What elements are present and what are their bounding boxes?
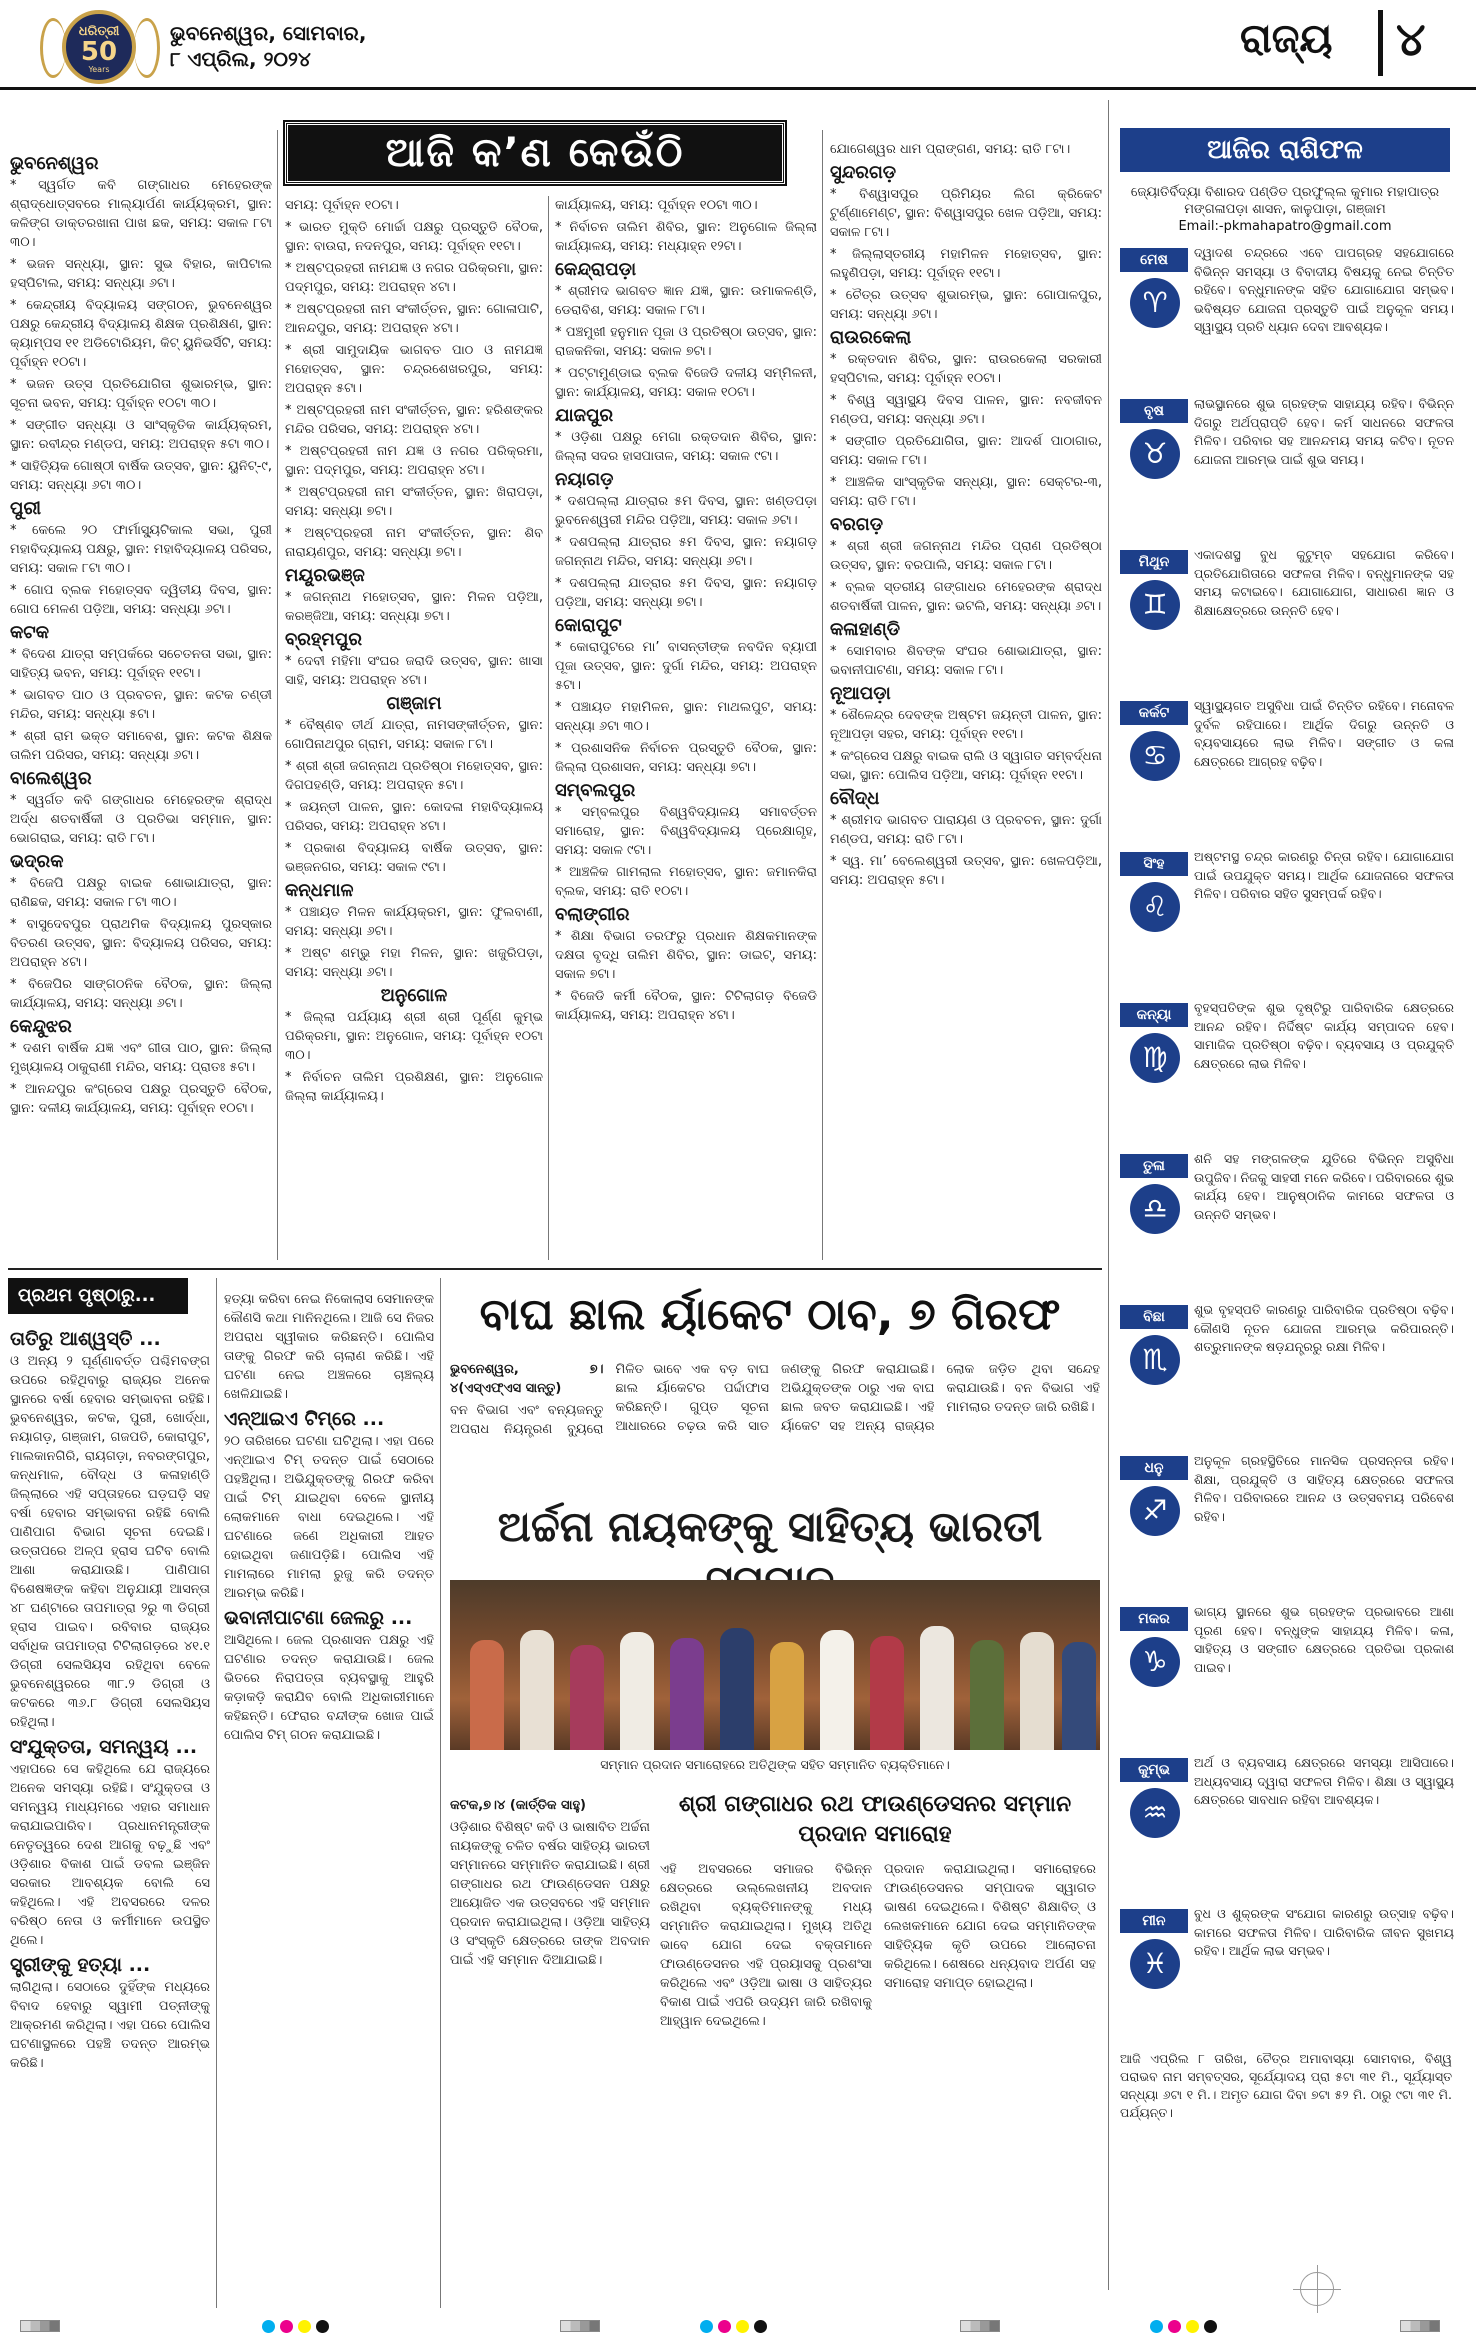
photo-person bbox=[770, 1642, 804, 1750]
event-item: * ଅଷ୍ଟପ୍ରହରୀ ନାମ ସଂକୀର୍ତ୍ତନ, ସ୍ଥାନ: ଶିବ ନାରାୟଣପୁର, ସମୟ: ସନ୍ଧ୍ୟା ୭ଟା। bbox=[285, 526, 543, 560]
zodiac-name: ତୁଳା bbox=[1120, 1154, 1188, 1178]
zodiac-forecast: ଅଷ୍ଟମସ୍ଥ ଚନ୍ଦ୍ର କାରଣରୁ ଚିନ୍ତା ରହିବ। ଯୋଗାଯୋଗ ପାଇଁ ଉପଯୁକ୍ତ ସମୟ। ଆର୍ଥିକ ଯୋଜନାରେ ସଫଳତା ମିଳିବ। ପରିବାର ସହିତ ସୁସମ୍ପର୍କ ରହିବ। bbox=[1194, 849, 1454, 901]
event-item: * ବିଦେଶ ଯାତ୍ରା ସମ୍ପର୍କରେ ସଚେତନତା ସଭା, ସ୍ଥାନ: ସାହିତ୍ୟ ଭବନ, ସମୟ: ପୂର୍ବାହ୍ନ ୧୧ଟା। bbox=[10, 647, 272, 681]
event-item: * ଶ୍ରୀ ରାମ ଭକ୍ତ ସମାବେଶ, ସ୍ଥାନ: କଟକ ଶିକ୍ଷକ ତାଲିମ ପରିସର, ସମୟ: ସନ୍ଧ୍ୟା ୬ଟା। bbox=[10, 729, 272, 763]
zodiac-forecast: ଅର୍ଥ ଓ ବ୍ୟବସାୟ କ୍ଷେତ୍ରରେ ସମସ୍ୟା ଆସିପାରେ। ଅଧ୍ୟବସାୟ ଦ୍ୱାରା ସଫଳତା ମିଳିବ। ଶିକ୍ଷା ଓ ସ୍ୱାସ୍ଥ୍ୟ କ୍ଷେତ୍ରରେ ସାବଧାନ ରହିବା ଆବଶ୍ୟକ। bbox=[1194, 1755, 1454, 1807]
print-registration-marks bbox=[0, 2318, 1476, 2336]
city-heading: କଳାହାଣ୍ଡି bbox=[830, 619, 901, 640]
magenta-dot bbox=[718, 2320, 731, 2333]
masthead bbox=[0, 0, 1476, 90]
photo-person bbox=[1062, 1642, 1096, 1750]
event-item: * ବିଜେଡି କର୍ମୀ ବୈଠକ, ସ୍ଥାନ: ଟିଟିଲାଗଡ଼ ବିଜେଡି କାର୍ଯ୍ୟାଳୟ, ସମୟ: ଅପରାହ୍ନ ୪ଟା। bbox=[555, 989, 817, 1023]
event-item: * ଅଷ୍ଟପ୍ରହରୀ ନାମ ଯଜ୍ଞ ଓ ନଗର ପରିକ୍ରମା, ସ୍ଥାନ: ପଦ୍ମପୁର, ସମୟ: ଅପରାହ୍ନ ୪ଟା। bbox=[285, 444, 543, 478]
zodiac-name: ମିଥୁନ bbox=[1120, 550, 1188, 574]
event-item: ଯୋଗେଶ୍ୱର ଧାମ ପ୍ରାଙ୍ଗଣ, ସମୟ: ରାତି ୮ଟା। bbox=[830, 142, 1071, 157]
event-item: * ଦଶପଲ୍ଲା ଯାତ୍ରାର ୫ମ ଦିବସ, ସ୍ଥାନ: ନୟାଗଡ଼ ପଡ଼ିଆ, ସମୟ: ସନ୍ଧ୍ୟା ୭ଟା। bbox=[555, 576, 817, 610]
zodiac-name: କୁମ୍ଭ bbox=[1120, 1758, 1188, 1782]
award-story-column-2 bbox=[660, 1860, 872, 2310]
event-item: * ଅଷ୍ଟପ୍ରହରୀ ନାମ ସଂକୀର୍ତ୍ତନ, ସ୍ଥାନ: ଖିରାପଡ଼ା, ସମୟ: ସନ୍ଧ୍ୟା ୭ଟା। bbox=[285, 485, 543, 519]
story-text: ଓଡ଼ିଶାର ବିଶିଷ୍ଟ କବି ଓ ଭାଷାବିତ ଅର୍ଚ୍ଚନା ନାୟକଙ୍କୁ ଚଳିତ ବର୍ଷର ସାହିତ୍ୟ ଭାରତୀ ସମ୍ମାନରେ ସମ୍ମାନିତ କରାଯାଇଛି। ଶ୍ରୀ ଗଙ୍ଗାଧର ରଥ ଫାଉଣ୍ଡେସନ ପକ୍ଷରୁ ଆୟୋଜିତ ଏକ ଉତ୍ସବରେ ଏହି ସମ୍ମାନ ପ୍ରଦାନ କରାଯାଇଥିଲା। ଓଡ଼ିଆ ସାହିତ୍ୟ ଓ ସଂସ୍କୃତି କ୍ଷେତ୍ରରେ ତାଙ୍କ ଅବଦାନ ପାଇଁ ଏହି ସମ୍ମାନ ଦିଆଯାଇଛି। bbox=[450, 1820, 650, 1968]
city-heading: ଭଦ୍ରକ bbox=[10, 851, 64, 872]
astrologer-name: ଜ୍ୟୋତିର୍ବିଦ୍ୟା ବିଶାରଦ ପଣ୍ଡିତ ପ୍ରଫୁଲ୍ଲ କୁମାର ମହାପାତ୍ର bbox=[1130, 185, 1440, 200]
black-dot bbox=[316, 2320, 329, 2333]
story-text: ଓ ଅନ୍ୟ ୨ ଘୂର୍ଣ୍ଣାବର୍ତ୍ତ ପଶ୍ଚିମବଙ୍ଗ ଉପରେ ରହିଥିବାରୁ ରାଜ୍ୟର ଅନେକ ସ୍ଥାନରେ ବର୍ଷା ହେବାର ସମ୍ଭାବନା ରହିଛି। ଭୁବନେଶ୍ୱର, କଟକ, ପୁରୀ, ଖୋର୍ଦ୍ଧା, ନୟାଗଡ଼, ଗଞ୍ଜାମ, ଗଜପତି, କୋରାପୁଟ, ମାଲକାନଗିରି, ରାୟଗଡ଼ା, ନବରଙ୍ଗପୁର, କନ୍ଧମାଳ, ବୌଦ୍ଧ ଓ କଳାହାଣ୍ଡି ଜିଲ୍ଲାରେ ଏହି ସପ୍ତାହରେ ଘଡ଼ଘଡ଼ି ସହ ବର୍ଷା ହେବାର ସମ୍ଭାବନା ରହିଛି ବୋଲି ପାଣିପାଗ ବିଭାଗ ସୂଚନା ଦେଇଛି। ଉତ୍ତାପରେ ଅଳ୍ପ ହ୍ରାସ ଘଟିବ ବୋଲି ଆଶା କରାଯାଉଛି। ପାଣିପାଗ ବିଶେଷଜ୍ଞଙ୍କ କହିବା ଅନୁଯାୟୀ ଆସନ୍ତା ୪୮ ଘଣ୍ଟାରେ ତାପମାତ୍ରା ୨ରୁ ୩ ଡିଗ୍ରୀ ହ୍ରାସ ପାଇବ। ରବିବାର ରାଜ୍ୟର ସର୍ବାଧିକ ତାପମାତ୍ରା ଟିଟିଲାଗଡ଼ରେ ୪୧.୧ ଡିଗ୍ରୀ ସେଲସିୟସ ରହିଥିବା ବେଳେ ଭୁବନେଶ୍ୱରରେ ୩୮.୨ ଡିଗ୍ରୀ ଓ କଟକରେ ୩୬.୮ ଡିଗ୍ରୀ ସେଲସିୟସ ରହିଥିଲା। bbox=[10, 1354, 210, 1730]
city-heading: ନୟାଗଡ଼ bbox=[555, 469, 614, 490]
event-item: * ଆଞ୍ଚଳିକ ସାଂସ୍କୃତିକ ସନ୍ଧ୍ୟା, ସ୍ଥାନ: ସେକ୍ଟର-୩, ସମୟ: ରାତି ୮ଟା। bbox=[830, 475, 1102, 509]
story-text: ଆସିଥିଲେ। ଜେଲ ପ୍ରଶାସନ ପକ୍ଷରୁ ଏହି ଘଟଣାର ତଦନ୍ତ କରାଯାଉଛି। ଜେଲ ଭିତରେ ନିରାପତ୍ତା ବ୍ୟବସ୍ଥାକୁ ଆହୁରି କଡ଼ାକଡ଼ି କରାଯିବ ବୋଲି ଅଧିକାରୀମାନେ କହିଛନ୍ତି। ଫେରାର ବନ୍ଦୀଙ୍କ ଖୋଜ ପାଇଁ ପୋଲିସ ଟିମ୍ ଗଠନ କରାଯାଇଛି। bbox=[224, 1633, 434, 1743]
event-item: * ଜୟନ୍ତୀ ପାଳନ, ସ୍ଥାନ: କୋଦଳା ମହାବିଦ୍ୟାଳୟ ପରିସର, ସମୟ: ଅପରାହ୍ନ ୪ଟା। bbox=[285, 800, 543, 834]
zodiac-forecast: ଏକାଦଶସ୍ଥ ବୁଧ କୁଟୁମ୍ବ ସହଯୋଗ କରିବେ। ପ୍ରତିଯୋଗିତାରେ ସଫଳତା ମିଳିବ। ବନ୍ଧୁମାନଙ୍କ ସହ ସମୟ କଟାଇବେ। ଯୋଗାଯୋଗ, ସାଧାରଣ ଜ୍ଞାନ ଓ ଶିକ୍ଷାକ୍ଷେତ୍ରରେ ଉନ୍ନତି ହେବ। bbox=[1194, 547, 1454, 618]
event-item: * ପଞ୍ଚାୟତ ମହାମିଳନ, ସ୍ଥାନ: ମାଥଲପୁଟ, ସମୟ: ସନ୍ଧ୍ୟା ୬ଟା ୩୦। bbox=[555, 700, 817, 734]
city-heading: ରାଉରକେଲା bbox=[830, 327, 912, 348]
event-item: * ଆଞ୍ଚଳିକ ଗାମଲାଲ ମହୋତ୍ସବ, ସ୍ଥାନ: ଜମାନକିରା ବ୍ଲକ, ସମୟ: ରାତି ୧୦ଟା। bbox=[555, 865, 817, 899]
event-list bbox=[10, 791, 272, 848]
city-heading: କେନ୍ଦ୍ରାପଡ଼ା bbox=[555, 259, 637, 280]
event-item: * ବାସୁଦେବପୁର ପ୍ରାଥମିକ ବିଦ୍ୟାଳୟ ପୁରସ୍କାର ବିତରଣ ଉତ୍ସବ, ସ୍ଥାନ: ବିଦ୍ୟାଳୟ ପରିସର, ସମୟ: ଅପରାହ୍ନ ୪ଟା। bbox=[10, 917, 272, 970]
city-heading: କୋରାପୁଟ bbox=[555, 615, 622, 636]
city-heading: କେନ୍ଦୁଝର bbox=[10, 1016, 72, 1037]
photo-person bbox=[470, 1640, 504, 1750]
city-heading: ବରଗଡ଼ bbox=[830, 514, 884, 535]
event-item: * ବିଶ୍ୱାସପୁର ପ୍ରିମିୟର ଲିଗ କ୍ରିକେଟ ଟୁର୍ଣ୍ଣାମେଣ୍ଟ, ସ୍ଥାନ: ବିଶ୍ୱାସପୁର ଖେଳ ପଡ଼ିଆ, ସମୟ: ସକାଳ ୮ଟା। bbox=[830, 187, 1102, 240]
event-item: * ଜଗନ୍ନାଥ ମହୋତ୍ସବ, ସ୍ଥାନ: ମିଳନ ପଡ଼ିଆ, କରଞ୍ଜିଆ, ସମୟ: ସନ୍ଧ୍ୟା ୭ଟା। bbox=[285, 590, 543, 624]
event-item: * କେଲେ ୨୦ ଫାର୍ମାସ୍ୟୁଟିକାଲ ସଭା, ପୁରୀ ମହାବିଦ୍ୟାଳୟ ପକ୍ଷରୁ, ସ୍ଥାନ: ମହାବିଦ୍ୟାଳୟ ପରିସର, ସମୟ: ସକାଳ ୮ଟା ୩୦। bbox=[10, 523, 272, 576]
zodiac-name: କର୍କଟ bbox=[1120, 701, 1188, 725]
zodiac-forecast: ଅନୁକୂଳ ଗ୍ରହସ୍ଥିତିରେ ମାନସିକ ପ୍ରସନ୍ନତା ରହିବ। ଶିକ୍ଷା, ପ୍ରଯୁକ୍ତି ଓ ସାହିତ୍ୟ କ୍ଷେତ୍ରରେ ସଫଳତା ମିଳିବ। ପରିବାରରେ ଆନନ୍ଦ ଓ ଉତ୍ସବମୟ ପରିବେଶ ରହିବ। bbox=[1194, 1453, 1454, 1524]
city-heading: ସମ୍ବଲପୁର bbox=[555, 780, 636, 801]
events-column-4 bbox=[830, 140, 1102, 1260]
event-item: * ଭାରତ ମୁକ୍ତି ମୋର୍ଚ୍ଚା ପକ୍ଷରୁ ପ୍ରସ୍ତୁତି ବୈଠକ, ସ୍ଥାନ: ବାଉରା, ନଦନପୁର, ସମୟ: ପୂର୍ବାହ୍ନ ୧୧ଟା। bbox=[285, 220, 543, 254]
zodiac-forecast: ବୃହସ୍ପତିଙ୍କ ଶୁଭ ଦୃଷ୍ଟିରୁ ପାରିବାରିକ କ୍ଷେତ୍ରରେ ଆନନ୍ଦ ରହିବ। ନିର୍ଦ୍ଦିଷ୍ଟ କାର୍ଯ୍ୟ ସମ୍ପାଦନ ହେବ। ସାମାଜିକ ପ୍ରତିଷ୍ଠା ବଢ଼ିବ। ବ୍ୟବସାୟ ଓ ପ୍ରଯୁକ୍ତି କ୍ଷେତ୍ରରେ ଲାଭ ମିଳିବ। bbox=[1194, 1000, 1454, 1071]
photo-person bbox=[1020, 1632, 1054, 1750]
event-item: * ଅଷ୍ଟ ଶମ୍ଭୁ ମହା ମିଳନ, ସ୍ଥାନ: ଖଜୁରିପଡ଼ା, ସମୟ: ସନ୍ଧ୍ୟା ୬ଟା। bbox=[285, 946, 543, 980]
event-item: * ଭାଗବତ ପାଠ ଓ ପ୍ରବଚନ, ସ୍ଥାନ: କଟକ ଚଣ୍ଡୀ ମନ୍ଦିର, ସମୟ: ସନ୍ଧ୍ୟା ୫ଟା। bbox=[10, 688, 272, 722]
story-text: ଏହାପରେ ସେ କହିଥିଲେ ଯେ ରାଜ୍ୟରେ ଅନେକ ସମସ୍ୟା ରହିଛି। ସଂଯୁକ୍ତତା ଓ ସମନ୍ୱୟ ମାଧ୍ୟମରେ ଏହାର ସମାଧାନ କରାଯାଇପାରିବ। ପ୍ରଧାନମନ୍ତ୍ରୀଙ୍କ ନେତୃତ୍ୱରେ ଦେଶ ଆଗକୁ ବଢ଼ୁଛି ଏବଂ ଓଡ଼ିଶାର ବିକାଶ ପାଇଁ ଡବଲ ଇଞ୍ଜିନ ସରକାର ଆବଶ୍ୟକ ବୋଲି ସେ କହିଥିଲେ। ଏହି ଅବସରରେ ଦଳର ବରିଷ୍ଠ ନେତା ଓ କର୍ମୀମାନେ ଉପସ୍ଥିତ ଥିଲେ। bbox=[10, 1762, 210, 1948]
foundation-subheadline: ଶ୍ରୀ ଗଙ୍ଗାଧର ରଥ ଫାଉଣ୍ଡେସନର ସମ୍ମାନ ପ୍ରଦାନ ସମାରୋହ bbox=[678, 1792, 1072, 1847]
photo-person bbox=[620, 1632, 654, 1750]
event-item: * କୋରାପୁଟରେ ମା’ ବାସନ୍ତୀଙ୍କ ନବଦିନ ବ୍ୟାପୀ ପୂଜା ଉତ୍ସବ, ସ୍ଥାନ: ଦୁର୍ଗା ମନ୍ଦିର, ସମୟ: ଅପରାହ୍ନ ୫ଟା। bbox=[555, 640, 817, 693]
newspaper-logo bbox=[40, 4, 160, 88]
scales-icon: ♎ bbox=[1130, 1184, 1180, 1234]
event-item: * ଜିଲ୍ଲା ପର୍ଯ୍ୟାୟ ଶ୍ରୀ ଶ୍ରୀ ପୂର୍ଣ୍ଣ କୁମ୍ଭ ପରିକ୍ରମା, ସ୍ଥାନ: ଅନୁଗୋଳ, ସମୟ: ପୂର୍ବାହ୍ନ ୧୦ଟା ୩୦। bbox=[285, 1010, 543, 1063]
zodiac-entry bbox=[1120, 244, 1455, 390]
crab-icon: ♋ bbox=[1130, 731, 1180, 781]
section-rule bbox=[8, 1268, 1102, 1270]
event-list bbox=[830, 537, 1102, 616]
logo-badge bbox=[62, 10, 136, 84]
color-bar bbox=[1400, 2320, 1440, 2332]
event-list bbox=[555, 428, 817, 466]
event-item: * ଅଷ୍ଟପ୍ରହରୀ ନାମ ସଂକୀର୍ତ୍ତନ, ସ୍ଥାନ: ଗୋଳାପାଟି, ଆନନ୍ଦପୁର, ସମୟ: ଅପରାହ୍ନ ୪ଟା। bbox=[285, 302, 543, 336]
photo-person bbox=[870, 1636, 904, 1750]
event-list bbox=[555, 638, 817, 777]
zodiac-name: କନ୍ୟା bbox=[1120, 1003, 1188, 1027]
event-item: * ସାହିତ୍ୟିକ ଗୋଷ୍ଠୀ ବାର୍ଷିକ ଉତ୍ସବ, ସ୍ଥାନ: ୟୁନିଟ୍-୯, ସମୟ: ସନ୍ଧ୍ୟା ୬ଟା ୩୦। bbox=[10, 459, 272, 493]
column-rule bbox=[277, 130, 278, 1260]
event-list bbox=[830, 642, 1102, 680]
story-byline: ଭୁବନେଶ୍ୱର, ୭।୪(ଏସ୍‌ଏଫ୍‌ଏସ ସାନ୍ତୁ) bbox=[450, 1362, 604, 1396]
event-item: * ପ୍ରଶାସନିକ ନିର୍ବାଚନ ପ୍ରସ୍ତୁତି ବୈଠକ, ସ୍ଥାନ: ଜିଲ୍ଲା ପ୍ରଶାସନ, ସମୟ: ସନ୍ଧ୍ୟା ୭ଟା। bbox=[555, 741, 817, 775]
event-item: * ସ୍ୱ. ମା’ ବେଲେଶ୍ୱରୀ ଉତ୍ସବ, ସ୍ଥାନ: ଖେଳପଡ଼ିଆ, ସମୟ: ଅପରାହ୍ନ ୫ଟା। bbox=[830, 854, 1102, 888]
event-item: * କେନ୍ଦ୍ରୀୟ ବିଦ୍ୟାଳୟ ସଙ୍ଗଠନ, ଭୁବନେଶ୍ୱର ପକ୍ଷରୁ କେନ୍ଦ୍ରୀୟ ବିଦ୍ୟାଳୟ ଶିକ୍ଷକ ପ୍ରଶିକ୍ଷଣ, ସ୍ଥାନ: କ୍ୟାମ୍ପସ ୧୧ ଅଡିଟୋରିୟମ, କିଟ୍ ୟୁନିଭର୍ସିଟି, ସମୟ: ପୂର୍ବାହ୍ନ ୧୦ଟା। bbox=[10, 298, 272, 370]
zodiac-entry bbox=[1120, 1905, 1455, 2051]
events-column-1 bbox=[10, 150, 272, 1260]
event-list bbox=[10, 521, 272, 619]
event-item: * ସ୍ୱର୍ଗତ କବି ଗଙ୍ଗାଧର ମେହେରଙ୍କ ଶ୍ରାଦ୍ଧ ଅର୍ଦ୍ଧ ଶତବାର୍ଷିକୀ ଓ ପ୍ରତିଭା ସମ୍ମାନ, ସ୍ଥାନ: ଭୋଗରାଇ, ସମୟ: ରାତି ୮ଟା। bbox=[10, 793, 272, 846]
award-headline: ଅର୍ଚ୍ଚନା ନାୟକଙ୍କୁ ସାହିତ୍ୟ ଭାରତୀ bbox=[497, 1502, 1043, 1551]
event-item: * ଗୋପ ବ୍ଲକ ମହୋତ୍ସବ ଦ୍ୱିତୀୟ ଦିବସ, ସ୍ଥାନ: ଗୋପ ମେଳଣ ପଡ଼ିଆ, ସମୟ: ସନ୍ଧ୍ୟା ୬ଟା। bbox=[10, 583, 272, 617]
zodiac-name: ମୀନ bbox=[1120, 1909, 1188, 1933]
bull-icon: ♉ bbox=[1130, 429, 1180, 479]
lion-icon: ♌ bbox=[1130, 882, 1180, 932]
issue-date: ୮ ଏପ୍ରିଲ, ୨୦୨୪ bbox=[170, 47, 311, 71]
event-item: * ଶ୍ରୀ ଶ୍ରୀ ଜଗନ୍ନାଥ ପ୍ରତିଷ୍ଠା ମହୋତ୍ସବ, ସ୍ଥାନ: ଦିଗପହଣ୍ଡି, ସମୟ: ଅପରାହ୍ନ ୫ଟା। bbox=[285, 759, 543, 793]
panjika-text: ଆଜି ଏପ୍ରିଲ ୮ ତାରିଖ, ଚୈତ୍ର ଅମାବାସ୍ୟା ସୋମବାର, ବିଶ୍ୱ ପରାଭବ ନାମ ସମ୍ବତ୍ସର, ସୂର୍ଯ୍ୟୋଦୟ ପ୍ରା ୫ଟା ୩୧ ମି., ସୂର୍ଯ୍ୟାସ୍ତ ସନ୍ଧ୍ୟା ୬ଟା ୧ ମି.। ଅମୃତ ଯୋଗ ଦିବା ୭ଟା ୫୨ ମି. ଠାରୁ ୯ଟା ୩୧ ମି. ପର୍ଯ୍ୟନ୍ତ। bbox=[1120, 2051, 1452, 2120]
cyan-dot bbox=[1150, 2320, 1163, 2333]
maiden-icon: ♍ bbox=[1130, 1033, 1180, 1083]
event-item: * ଚୈତ୍ର ଉତ୍ସବ ଶୁଭାରମ୍ଭ, ସ୍ଥାନ: ଗୋପାଳପୁର, ସମୟ: ସନ୍ଧ୍ୟା ୬ଟା। bbox=[830, 288, 1102, 322]
photo-person bbox=[670, 1638, 704, 1750]
city-heading: ପୁରୀ bbox=[10, 498, 42, 519]
zodiac-forecast: ଦ୍ୱାଦଶ ଚନ୍ଦ୍ରରେ ଏବେ ପାପଗ୍ରହ ସହଯୋଗରେ ବିଭିନ୍ନ ସମସ୍ୟା ଓ ବିବାଦୀୟ ବିଷୟକୁ ନେଇ ଚିନ୍ତିତ ରହିବେ। ବନ୍ଧୁମାନଙ୍କ ସହିତ ଯୋଗାଯୋଗ ସମ୍ଭବ। ଭବିଷ୍ୟତ ଯୋଜନା ପ୍ରସ୍ତୁତି ପାଇଁ ଅନୁକୂଳ ସମୟ। ସ୍ୱାସ୍ଥ୍ୟ ପ୍ରତି ଧ୍ୟାନ ଦେବା ଆବଶ୍ୟକ। bbox=[1194, 245, 1454, 334]
event-list bbox=[830, 811, 1102, 890]
event-list bbox=[10, 176, 272, 495]
twins-icon: ♊ bbox=[1130, 580, 1180, 630]
zodiac-forecast: ଲାଭସ୍ଥାନରେ ଶୁଭ ଗ୍ରହଙ୍କ ସାହାଯ୍ୟ ରହିବ। ବିଭିନ୍ନ ଦିଗରୁ ଅର୍ଥପ୍ରାପ୍ତି ହେବ। କର୍ମ ସାଧନରେ ସଫଳତା ମିଳିବ। ପରିବାର ସହ ଆନନ୍ଦମୟ ସମୟ କଟିବ। ନୂତନ ଯୋଜନା ଆରମ୍ଭ ପାଇଁ ଶୁଭ ସମୟ। bbox=[1194, 396, 1454, 467]
story-byline: କଟକ,୭।୪ (କାର୍ତ୍ତିକ ସାହୁ) bbox=[450, 1798, 586, 1813]
photo-person bbox=[720, 1628, 754, 1750]
zodiac-name: ବିଛା bbox=[1120, 1305, 1188, 1329]
yellow-dot bbox=[298, 2320, 311, 2333]
yellow-dot bbox=[736, 2320, 749, 2333]
zodiac-name: ସିଂହ bbox=[1120, 852, 1188, 876]
event-item: * ପଞ୍ଚାୟତ ମିଳନ କାର୍ଯ୍ୟକ୍ରମ, ସ୍ଥାନ: ଫୁଲବାଣୀ, ସମୟ: ସନ୍ଧ୍ୟା ୬ଟା। bbox=[285, 905, 543, 939]
event-item: * ବିଜେପିର ସାଙ୍ଗଠନିକ ବୈଠକ, ସ୍ଥାନ: ଜିଲ୍ଲା କାର୍ଯ୍ୟାଳୟ, ସମୟ: ସନ୍ଧ୍ୟା ୬ଟା। bbox=[10, 977, 272, 1011]
archer-icon: ♐ bbox=[1130, 1486, 1180, 1536]
masthead-divider bbox=[1378, 10, 1383, 76]
compass-ornament-icon bbox=[1300, 2272, 1334, 2306]
yellow-dot bbox=[1186, 2320, 1199, 2333]
event-item: * ଜିଲ୍ଲାସ୍ତରୀୟ ମହାମିଳନ ମହୋତ୍ସବ, ସ୍ଥାନ: ଲହୁଣିପଡ଼ା, ସମୟ: ପୂର୍ବାହ୍ନ ୧୧ଟା। bbox=[830, 247, 1102, 281]
zodiac-entry bbox=[1120, 999, 1455, 1145]
event-item: * ଭଜନ ସନ୍ଧ୍ୟା, ସ୍ଥାନ: ସୁଭ ବିହାର, କାପିଟାଲ ହସ୍ପିଟାଲ, ସମୟ: ସନ୍ଧ୍ୟା ୬ଟା। bbox=[10, 257, 272, 291]
event-item: * ପଞ୍ଚମୁଖୀ ହନୁମାନ ପୂଜା ଓ ପ୍ରତିଷ୍ଠା ଉତ୍ସବ, ସ୍ଥାନ: ରାଜକନିକା, ସମୟ: ସକାଳ ୭ଟା। bbox=[555, 325, 817, 359]
city-heading: ବଲାଙ୍ଗୀର bbox=[555, 904, 630, 925]
zodiac-forecast: ଭାଗ୍ୟ ସ୍ଥାନରେ ଶୁଭ ଗ୍ରହଙ୍କ ପ୍ରଭାବରେ ଆଶା ପୂରଣ ହେବ। ବନ୍ଧୁଙ୍କ ସାହାଯ୍ୟ ମିଳିବ। କଳା, ସାହିତ୍ୟ ଓ ସଙ୍ଗୀତ କ୍ଷେତ୍ରରେ ପ୍ରତିଭା ପ୍ରକାଶ ପାଇବ। bbox=[1194, 1604, 1454, 1675]
zodiac-forecast: ବୁଧ ଓ ଶୁକ୍ରଙ୍କ ସଂଯୋଗ କାରଣରୁ ଉତ୍ସାହ ବଢ଼ିବ। କାମରେ ସଫଳତା ମିଳିବ। ପାରିବାରିକ ଜୀବନ ସୁଖମୟ ରହିବ। ଆର୍ଥିକ ଲାଭ ସମ୍ଭବ। bbox=[1194, 1906, 1454, 1958]
event-list bbox=[285, 716, 543, 877]
cyan-dot bbox=[700, 2320, 713, 2333]
event-list bbox=[830, 140, 1102, 159]
scorpion-icon: ♏ bbox=[1130, 1335, 1180, 1385]
zodiac-name: ବୃଷ bbox=[1120, 399, 1188, 423]
event-list bbox=[10, 1039, 272, 1118]
zodiac-name: ଧନୁ bbox=[1120, 1456, 1188, 1480]
event-list bbox=[555, 803, 817, 901]
event-item: * ସ୍ୱର୍ଗତ କବି ଗଙ୍ଗାଧର ମେହେରଙ୍କ ଶ୍ରାଦ୍ଧୋତ୍ସବରେ ମାଲ୍ୟାର୍ପଣ କାର୍ଯ୍ୟକ୍ରମ, ସ୍ଥାନ: କଳିଙ୍ଗ ଡାକ୍ତରଖାନା ପାଖ ଛକ, ସମୟ: ସକାଳ ୮ଟା ୩୦। bbox=[10, 178, 272, 250]
event-item: * ବୈଷ୍ଣବ ତୀର୍ଥ ଯାତ୍ରା, ନାମସଙ୍କୀର୍ତ୍ତନ, ସ୍ଥାନ: ଗୋପିନାଥପୁର ଗ୍ରାମ, ସମୟ: ସକାଳ ୮ଟା। bbox=[285, 718, 543, 752]
black-dot bbox=[1204, 2320, 1217, 2333]
logo-years-label: Years bbox=[88, 65, 110, 74]
event-list bbox=[10, 874, 272, 1013]
event-item: * ଦେବୀ ମହିମା ସଂଘର ଜରାଦି ଉତ୍ସବ, ସ୍ଥାନ: ଖାସା ସାହି, ସମୟ: ଅପରାହ୍ନ ୪ଟା। bbox=[285, 654, 543, 688]
event-item: * ଭଜନ ଉତ୍ସ ପ୍ରତିଯୋଗିତା ଶୁଭାରମ୍ଭ, ସ୍ଥାନ: ସୂଚନା ଭବନ, ସମୟ: ପୂର୍ବାହ୍ନ ୧୦ଟା ୩୦। bbox=[10, 377, 272, 411]
events-headline: ଆଜି କ’ଣ କେଉଁଠି bbox=[285, 122, 785, 184]
story-title: ସଂଯୁକ୍ତତା, ସମନ୍ୱୟ ... bbox=[10, 1736, 198, 1758]
story-text: ଏହି ଅବସରରେ ସମାଜର ବିଭିନ୍ନ କ୍ଷେତ୍ରରେ ଉଲ୍ଲେଖନୀୟ ଅବଦାନ ରଖିଥିବା ବ୍ୟକ୍ତିମାନଙ୍କୁ ମଧ୍ୟ ସମ୍ମାନିତ କରାଯାଇଥିଲା। ମୁଖ୍ୟ ଅତିଥି ଭାବେ ଯୋଗ ଦେଇ ବକ୍ତାମାନେ ଫାଉଣ୍ଡେସନର ଏହି ପ୍ରୟାସକୁ ପ୍ରଶଂସା କରିଥିଲେ ଏବଂ ଓଡ଼ିଆ ଭାଷା ଓ ସାହିତ୍ୟର ବିକାଶ ପାଇଁ ଏପରି ଉଦ୍ୟମ ଜାରି ରଖିବାକୁ ଆହ୍ୱାନ ଦେଇଥିଲେ। bbox=[660, 1862, 872, 2029]
tiger-skin-headline: ବାଘ ଛାଲ ର୍ୟାକେଟ ଠାବ, ୭ ଗିରଫ bbox=[479, 1289, 1061, 1340]
column-rule bbox=[548, 196, 549, 1260]
story-title: ଏନ୍ଆଇଏ ଟିମ୍‌ରେ ... bbox=[224, 1408, 385, 1430]
event-item: * ସମ୍ବଲପୁର ବିଶ୍ୱବିଦ୍ୟାଳୟ ସମାବର୍ତ୍ତନ ସମାରୋହ, ସ୍ଥାନ: ବିଶ୍ୱବିଦ୍ୟାଳୟ ପ୍ରେକ୍ଷାଗୃହ, ସମୟ: ସକାଳ ୯ଟା। bbox=[555, 805, 817, 858]
zodiac-entry bbox=[1120, 1754, 1455, 1900]
column-rule bbox=[1108, 100, 1109, 2290]
rashifal-heading: ଆଜିର ରାଶିଫଳ bbox=[1120, 128, 1450, 172]
logo-title: ଧରିତ୍ରୀ bbox=[78, 24, 120, 39]
laurel-right-icon bbox=[134, 18, 160, 78]
zodiac-entry bbox=[1120, 395, 1455, 541]
photo-person bbox=[520, 1630, 554, 1750]
event-item: * ଶ୍ରୀମଦ ଭାଗବତ ଜ୍ଞାନ ଯଜ୍ଞ, ସ୍ଥାନ: ଉମାକଳଣ୍ଡି, ଡେରାବିଶ, ସମୟ: ସକାଳ ୮ଟା। bbox=[555, 284, 817, 318]
event-item: * ରକ୍ତଦାନ ଶିବିର, ସ୍ଥାନ: ରାଉରକେଲା ସରକାରୀ ହସ୍ପିଟାଲ, ସମୟ: ପୂର୍ବାହ୍ନ ୧୦ଟା। bbox=[830, 352, 1102, 386]
zodiac-entry bbox=[1120, 1150, 1455, 1296]
event-item: * ଆନନ୍ଦପୁର କଂଗ୍ରେସ ପକ୍ଷରୁ ପ୍ରସ୍ତୁତି ବୈଠକ, ସ୍ଥାନ: ଦଳୀୟ କାର୍ଯ୍ୟାଳୟ, ସମୟ: ପୂର୍ବାହ୍ନ ୧୦ଟା। bbox=[10, 1082, 272, 1116]
tiger-skin-story bbox=[450, 1360, 1100, 1490]
city-heading: କନ୍ଧମାଳ bbox=[285, 880, 354, 901]
event-item: * ପ୍ରକାଶ ବିଦ୍ୟାଳୟ ବାର୍ଷିକ ଉତ୍ସବ, ସ୍ଥାନ: ଭଞ୍ଜନଗର, ସମୟ: ସକାଳ ୯ଟା। bbox=[285, 841, 543, 875]
photo-person bbox=[970, 1640, 1004, 1750]
zodiac-forecast: ଶନି ସହ ମଙ୍ଗଳଙ୍କ ଯୁତିରେ ବିଭିନ୍ନ ଅସୁବିଧା ଉପୁଜିବ। ନିଜକୁ ସାହସୀ ମନେ କରିବେ। ପରିବାରରେ ଶୁଭ କାର୍ଯ୍ୟ ହେବ। ଆନୁଷ୍ଠାନିକ କାମରେ ସଫଳତା ଓ ଉନ୍ନତି ସମ୍ଭବ। bbox=[1194, 1151, 1454, 1222]
award-ceremony-photo bbox=[450, 1580, 1100, 1750]
ram-icon: ♈ bbox=[1130, 278, 1180, 328]
story-title: ଭବାନୀପାଟଣା ଜେଲରୁ ... bbox=[224, 1607, 413, 1629]
event-item: * ସଙ୍ଗୀତ ସନ୍ଧ୍ୟା ଓ ସାଂସ୍କୃତିକ କାର୍ଯ୍ୟକ୍ରମ, ସ୍ଥାନ: ରବୀନ୍ଦ୍ର ମଣ୍ଡପ, ସମୟ: ଅପରାହ୍ନ ୫ଟା ୩୦। bbox=[10, 418, 272, 452]
city-heading: ବ୍ରହ୍ମପୁର bbox=[285, 629, 362, 650]
water-bearer-icon: ♒ bbox=[1130, 1788, 1180, 1838]
zodiac-name: ମକର bbox=[1120, 1607, 1188, 1631]
zodiac-entry bbox=[1120, 1301, 1455, 1447]
page-number: ୪ bbox=[1396, 12, 1426, 66]
goat-icon: ♑ bbox=[1130, 1637, 1180, 1687]
zodiac-entry bbox=[1120, 1452, 1455, 1598]
event-item: * ବିଶ୍ୱ ସ୍ୱାସ୍ଥ୍ୟ ଦିବସ ପାଳନ, ସ୍ଥାନ: ନବଜୀବନ ମଣ୍ଡପ, ସମୟ: ସନ୍ଧ୍ୟା ୬ଟା। bbox=[830, 393, 1102, 427]
event-list bbox=[555, 282, 817, 402]
award-story-column-3 bbox=[884, 1860, 1096, 2310]
astrologer-email: Email:-pkmahapatro@gmail.com bbox=[1178, 219, 1392, 234]
city-heading: ବୌଦ୍ଧ bbox=[830, 788, 880, 809]
photo-person bbox=[820, 1630, 854, 1750]
column-rule bbox=[440, 1278, 441, 2308]
award-story-column-1 bbox=[450, 1796, 650, 2306]
section-name: ରାଜ୍ୟ bbox=[1240, 16, 1333, 62]
events-column-2 bbox=[285, 196, 543, 1260]
city-heading: ଯାଜପୁର bbox=[555, 405, 614, 426]
fish-icon: ♓ bbox=[1130, 1939, 1180, 1989]
event-item: * ଓଡ଼ିଶା ପକ୍ଷରୁ ମେଗା ରକ୍ତଦାନ ଶିବିର, ସ୍ଥାନ: ଜିଲ୍ଲା ସଦର ହାସପାତାଳ, ସମୟ: ସକାଳ ୯ଟା। bbox=[555, 430, 817, 464]
color-bar bbox=[20, 2320, 60, 2332]
event-list bbox=[830, 350, 1102, 511]
event-item: * ଦଶମ ବାର୍ଷିକ ଯଜ୍ଞ ଏବଂ ଗୀତା ପାଠ, ସ୍ଥାନ: ଜିଲ୍ଲା ମୁଖ୍ୟାଳୟ ଠାକୁରାଣୀ ମନ୍ଦିର, ସମୟ: ପ୍ରାତଃ ୫ଟା। bbox=[10, 1041, 272, 1075]
zodiac-forecast: ଶୁଭ ବୃହସ୍ପତି କାରଣରୁ ପାରିବାରିକ ପ୍ରତିଷ୍ଠା ବଢ଼ିବ। କୌଣସି ନୂତନ ଯୋଜନା ଆରମ୍ଭ କରିପାରନ୍ତି। ଶତ୍ରୁମାନଙ୍କ ଷଡ଼ଯନ୍ତ୍ରରୁ ରକ୍ଷା ମିଳିବ। bbox=[1194, 1302, 1454, 1354]
story-text: ହତ୍ୟା କରିବା ନେଇ ନିକୋଲାସ ସେମାନଙ୍କ କୌଣସି କଥା ମାନିନଥିଲେ। ଆଜି ସେ ନିଜର ଅପରାଧ ସ୍ୱୀକାର କରିଛନ୍ତି। ପୋଲିସ ତାଙ୍କୁ ଗିରଫ କରି ଚାଲାଣ କରିଛି। ଏହି ଘଟଣା ନେଇ ଅଞ୍ଚଳରେ ଚାଞ୍ଚଲ୍ୟ ଖେଳିଯାଇଛି। bbox=[224, 1292, 434, 1402]
event-item: * ସୋମବାର ଶିବଙ୍କ ସଂଘର ଶୋଭାଯାତ୍ରା, ସ୍ଥାନ: ଭବାନୀପାଟଣା, ସମୟ: ସକାଳ ୮ଟା। bbox=[830, 644, 1102, 678]
photo-person bbox=[570, 1645, 604, 1750]
event-item: ସମୟ: ପୂର୍ବାହ୍ନ ୧୦ଟା। bbox=[285, 198, 399, 213]
continued-column-1 bbox=[10, 1324, 210, 2314]
logo-anniversary-number: 50 bbox=[80, 37, 118, 67]
event-list bbox=[555, 492, 817, 612]
black-dot bbox=[754, 2320, 767, 2333]
event-item: * ଅଷ୍ଟପ୍ରହରୀ ନାମଯଜ୍ଞ ଓ ନଗର ପରିକ୍ରମା, ସ୍ଥାନ: ପଦ୍ମପୁର, ସମୟ: ଅପରାହ୍ନ ୪ଟା। bbox=[285, 261, 543, 295]
event-item: * ନିର୍ବାଚନ ତାଲିମ ଶିବିର, ସ୍ଥାନ: ଅନୁଗୋଳ ଜିଲ୍ଲା କାର୍ଯ୍ୟାଳୟ, ସମୟ: ମଧ୍ୟାହ୍ନ ୧୨ଟା। bbox=[555, 220, 817, 254]
event-list bbox=[830, 185, 1102, 324]
continued-from-front-label: ପ୍ରଥମ ପୃଷ୍ଠାରୁ... bbox=[8, 1278, 188, 1314]
event-list bbox=[285, 1008, 543, 1106]
city-heading: କଟକ bbox=[10, 622, 50, 643]
event-list bbox=[10, 645, 272, 765]
event-item: * ଶିକ୍ଷା ବିଭାଗ ତରଫରୁ ପ୍ରଧାନ ଶିକ୍ଷକମାନଙ୍କ ଦକ୍ଷତା ବୃଦ୍ଧି ତାଲିମ ଶିବିର, ସ୍ଥାନ: ଡାଇଟ୍, ସମୟ: ସକାଳ ୭ଟା। bbox=[555, 929, 817, 982]
city-heading: ଗଞ୍ଜାମ bbox=[386, 693, 442, 714]
event-item: * ଶ୍ରୀମଦ ଭାଗବତ ପାରାୟଣ ଓ ପ୍ରବଚନ, ସ୍ଥାନ: ଦୁର୍ଗା ମଣ୍ଡପ, ସମୟ: ରାତି ୮ଟା। bbox=[830, 813, 1102, 847]
event-item: * ପଟ୍ଟାମୁଣ୍ଡାଇ ବ୍ଲକ ବିଜେଡି ଦଳୀୟ ସମ୍ମିଳନୀ, ସ୍ଥାନ: କାର୍ଯ୍ୟାଳୟ, ସମୟ: ସକାଳ ୧୦ଟା। bbox=[555, 366, 817, 400]
magenta-dot bbox=[1168, 2320, 1181, 2333]
city-heading: ଅନୁଗୋଳ bbox=[380, 985, 448, 1006]
panjika-block bbox=[1120, 2050, 1452, 2125]
city-heading: ନୂଆପଡ଼ା bbox=[830, 683, 891, 704]
zodiac-forecast: ସ୍ୱାସ୍ଥ୍ୟଗତ ଅସୁବିଧା ପାଇଁ ଚିନ୍ତିତ ରହିବେ। ମନୋବଳ ଦୁର୍ବଳ ରହିପାରେ। ଆର୍ଥିକ ଦିଗରୁ ଉନ୍ନତି ଓ ବ୍ୟବସାୟରେ ଲାଭ ମିଳିବ। ସଙ୍ଗୀତ ଓ କଳା କ୍ଷେତ୍ରରେ ଆଗ୍ରହ ବଢ଼ିବ। bbox=[1194, 698, 1454, 769]
event-item: * ଦଶପଲ୍ଲା ଯାତ୍ରାର ୫ମ ଦିବସ, ସ୍ଥାନ: ନୟାଗଡ଼ ଜଗନ୍ନାଥ ମନ୍ଦିର, ସମୟ: ସନ୍ଧ୍ୟା ୬ଟା। bbox=[555, 535, 817, 569]
event-list bbox=[285, 588, 543, 626]
event-item: * ଅଷ୍ଟପ୍ରହରୀ ନାମ ସଂକୀର୍ତ୍ତନ, ସ୍ଥାନ: ହରିଶଙ୍କର ମନ୍ଦିର ପରିସର, ସମୟ: ଅପରାହ୍ନ ୪ଟା। bbox=[285, 403, 543, 437]
event-item: * ଶ୍ରୀ ଶ୍ରୀ ଜଗନ୍ନାଥ ମନ୍ଦିର ପ୍ରାଣ ପ୍ରତିଷ୍ଠା ଉତ୍ସବ, ସ୍ଥାନ: ବରପାଲି, ସମୟ: ସକାଳ ୮ଟା। bbox=[830, 539, 1102, 573]
rashifal-author-block bbox=[1120, 184, 1450, 235]
event-list bbox=[285, 652, 543, 690]
event-item: * ଦଶପଲ୍ଲା ଯାତ୍ରାର ୫ମ ଦିବସ, ସ୍ଥାନ: ଖଣ୍ଡପଡ଼ା ଭୁବନେଶ୍ୱରୀ ମନ୍ଦିର ପଡ଼ିଆ, ସମୟ: ସକାଳ ୬ଟା। bbox=[555, 494, 817, 528]
story-title: ତାତିରୁ ଆଶ୍ୱସ୍ତି ... bbox=[10, 1328, 161, 1350]
magenta-dot bbox=[280, 2320, 293, 2333]
photo-person bbox=[920, 1626, 954, 1750]
event-item: * ଶୈଳେନ୍ଦ୍ର ଦେବଙ୍କ ଅଷ୍ଟମ ଜୟନ୍ତୀ ପାଳନ, ସ୍ଥାନ: ନୂଆପଡ଼ା ସହର, ସମୟ: ପୂର୍ବାହ୍ନ ୧୧ଟା। bbox=[830, 708, 1102, 742]
event-item: * କଂଗ୍ରେସ ପକ୍ଷରୁ ବାଇକ ରାଲି ଓ ସ୍ୱାଗତ ସମ୍ବର୍ଦ୍ଧନା ସଭା, ସ୍ଥାନ: ପୋଲିସ ପଡ଼ିଆ, ସମୟ: ପୂର୍ବାହ୍ନ ୧୧ଟା। bbox=[830, 749, 1102, 783]
zodiac-entry bbox=[1120, 546, 1455, 692]
event-item: * ଶ୍ରୀ ସାମୁଦାୟିକ ଭାଗବତ ପାଠ ଓ ନାମଯଜ୍ଞ ମହୋତ୍ସବ, ସ୍ଥାନ: ଚନ୍ଦ୍ରଶେଖରପୁର, ସମୟ: ଅପରାହ୍ନ ୫ଟା। bbox=[285, 343, 543, 396]
event-list bbox=[285, 196, 543, 562]
event-list bbox=[555, 196, 817, 256]
color-bar bbox=[560, 2320, 600, 2332]
event-item: * ବିଜେପି ପକ୍ଷରୁ ବାଇକ ଶୋଭାଯାତ୍ରା, ସ୍ଥାନ: ରାଣିଛକ, ସମୟ: ସକାଳ ୮ଟା ୩୦। bbox=[10, 876, 272, 910]
city-heading: ମୟୂରଭଞ୍ଜ bbox=[285, 565, 365, 586]
event-item: * ସଙ୍ଗୀତ ପ୍ରତିଯୋଗିତା, ସ୍ଥାନ: ଆଦର୍ଶ ପାଠାଗାର, ସମୟ: ସକାଳ ୮ଟା। bbox=[830, 434, 1102, 468]
zodiac-entry bbox=[1120, 848, 1455, 994]
city-heading: ଭୁବନେଶ୍ୱର bbox=[10, 153, 99, 174]
zodiac-entry bbox=[1120, 697, 1455, 843]
column-rule bbox=[822, 130, 823, 1260]
story-title: ସ୍ତ୍ରୀଙ୍କୁ ହତ୍ୟା ... bbox=[10, 1954, 151, 1976]
column-rule bbox=[216, 1278, 217, 2308]
event-list bbox=[555, 927, 817, 1025]
event-item: କାର୍ଯ୍ୟାଳୟ, ସମୟ: ପୂର୍ବାହ୍ନ ୧୦ଟା ୩୦। bbox=[555, 198, 758, 213]
city-heading: ସୁନ୍ଦରଗଡ଼ bbox=[830, 162, 897, 183]
story-text: ୨୦ ତାରିଖରେ ଘଟଣା ଘଟିଥିଲା। ଏହା ପରେ ଏନ୍ଆଇଏ ଟିମ୍ ତଦନ୍ତ ପାଇଁ ସେଠାରେ ପହଞ୍ଚିଥିଲା। ଅଭିଯୁକ୍ତଙ୍କୁ ଗିରଫ କରିବା ପାଇଁ ଟିମ୍ ଯାଇଥିବା ବେଳେ ସ୍ଥାନୀୟ ଲୋକମାନେ ବାଧା ଦେଇଥିଲେ। ଏହି ଘଟଣାରେ ଜଣେ ଅଧିକାରୀ ଆହତ ହୋଇଥିବା ଜଣାପଡ଼ିଛି। ପୋଲିସ ଏହି ମାମଲାରେ ମାମଲା ରୁଜୁ କରି ତଦନ୍ତ ଆରମ୍ଭ କରିଛି। bbox=[224, 1434, 434, 1601]
story-text: ବନ ବିଭାଗ ଏବଂ ବନ୍ୟଜନ୍ତୁ ଅପରାଧ ନିୟନ୍ତ୍ରଣ ବ୍ୟୁରୋ ମିଳିତ ଭାବେ ଏକ ବଡ଼ ବାଘ ଛାଲ ର୍ୟାକେଟର ପର୍ଦ୍ଦାଫାସ କରିଛନ୍ତି। ଗୁପ୍ତ ସୂଚନା ଆଧାରରେ ଚଢ଼ଉ କରି ସାତ ଜଣଙ୍କୁ ଗିରଫ କରାଯାଇଛି। ଅଭିଯୁକ୍ତଙ୍କ ଠାରୁ ଏକ ବାଘ ଛାଲ ଜବତ କରାଯାଇଛି। ଏହି ର୍ୟାକେଟ ସହ ଅନ୍ୟ ରାଜ୍ୟର ଲୋକ ଜଡ଼ିତ ଥିବା ସନ୍ଦେହ କରାଯାଉଛି। ବନ ବିଭାଗ ଏହି ମାମଲାର ତଦନ୍ତ ଜାରି ରଖିଛି। bbox=[450, 1362, 1100, 1437]
story-text: ଲାଗିଥିଲା। ସେଠାରେ ଦୁହିଁଙ୍କ ମଧ୍ୟରେ ବିବାଦ ହେବାରୁ ସ୍ୱାମୀ ପତ୍ନୀଙ୍କୁ ଆକ୍ରମଣ କରିଥିଲା। ଏହା ପରେ ପୋଲିସ ଘଟଣାସ୍ଥଳରେ ପହଞ୍ଚି ତଦନ୍ତ ଆରମ୍ଭ କରିଛି। bbox=[10, 1980, 210, 2071]
event-item: * ବ୍ଲକ ସ୍ତରୀୟ ଗଙ୍ଗାଧର ମେହେରଙ୍କ ଶ୍ରାଦ୍ଧ ଶତବାର୍ଷିକୀ ପାଳନ, ସ୍ଥାନ: ଭଟଲି, ସମୟ: ସନ୍ଧ୍ୟା ୬ଟା। bbox=[830, 580, 1102, 614]
event-list bbox=[830, 706, 1102, 785]
photo-caption: ସମ୍ମାନ ପ୍ରଦାନ ସମାରୋହରେ ଅତିଥିଙ୍କ ସହିତ ସମ୍ମାନିତ ବ୍ୟକ୍ତିମାନେ। bbox=[600, 1757, 950, 1772]
dateline bbox=[170, 20, 366, 72]
story-text: ପ୍ରଦାନ କରାଯାଇଥିଲା। ସମାରୋହରେ ଫାଉଣ୍ଡେସନର ସମ୍ପାଦକ ସ୍ୱାଗତ ଭାଷଣ ଦେଇଥିଲେ। ବିଶିଷ୍ଟ ଶିକ୍ଷାବିତ୍ ଓ ଲେଖକମାନେ ଯୋଗ ଦେଇ ସମ୍ମାନିତଙ୍କ ସାହିତ୍ୟିକ କୃତି ଉପରେ ଆଲୋଚନା କରିଥିଲେ। ଶେଷରେ ଧନ୍ୟବାଦ ଅର୍ପଣ ସହ ସମାରୋହ ସମାପ୍ତ ହୋଇଥିଲା। bbox=[884, 1862, 1096, 1991]
event-list bbox=[285, 903, 543, 982]
continued-column-2 bbox=[224, 1290, 434, 2310]
city-heading: ବାଲେଶ୍ୱର bbox=[10, 768, 92, 789]
zodiac-name: ମେଷ bbox=[1120, 248, 1188, 272]
cyan-dot bbox=[262, 2320, 275, 2333]
color-bar bbox=[960, 2320, 1000, 2332]
place-day: ଭୁବନେଶ୍ୱର, ସୋମବାର, bbox=[170, 21, 367, 45]
zodiac-entry bbox=[1120, 1603, 1455, 1749]
events-column-3 bbox=[555, 196, 817, 1260]
event-item: * ନିର୍ବାଚନ ତାଲିମ ପ୍ରଶିକ୍ଷଣ, ସ୍ଥାନ: ଅନୁଗୋଳ ଜିଲ୍ଲା କାର୍ଯ୍ୟାଳୟ। bbox=[285, 1070, 543, 1104]
astrologer-address: ମଙ୍ଗଳାପଡ଼ା ଶାସନ, କାଳୁପାଡ଼ା, ଗଞ୍ଜାମ bbox=[1184, 202, 1386, 217]
